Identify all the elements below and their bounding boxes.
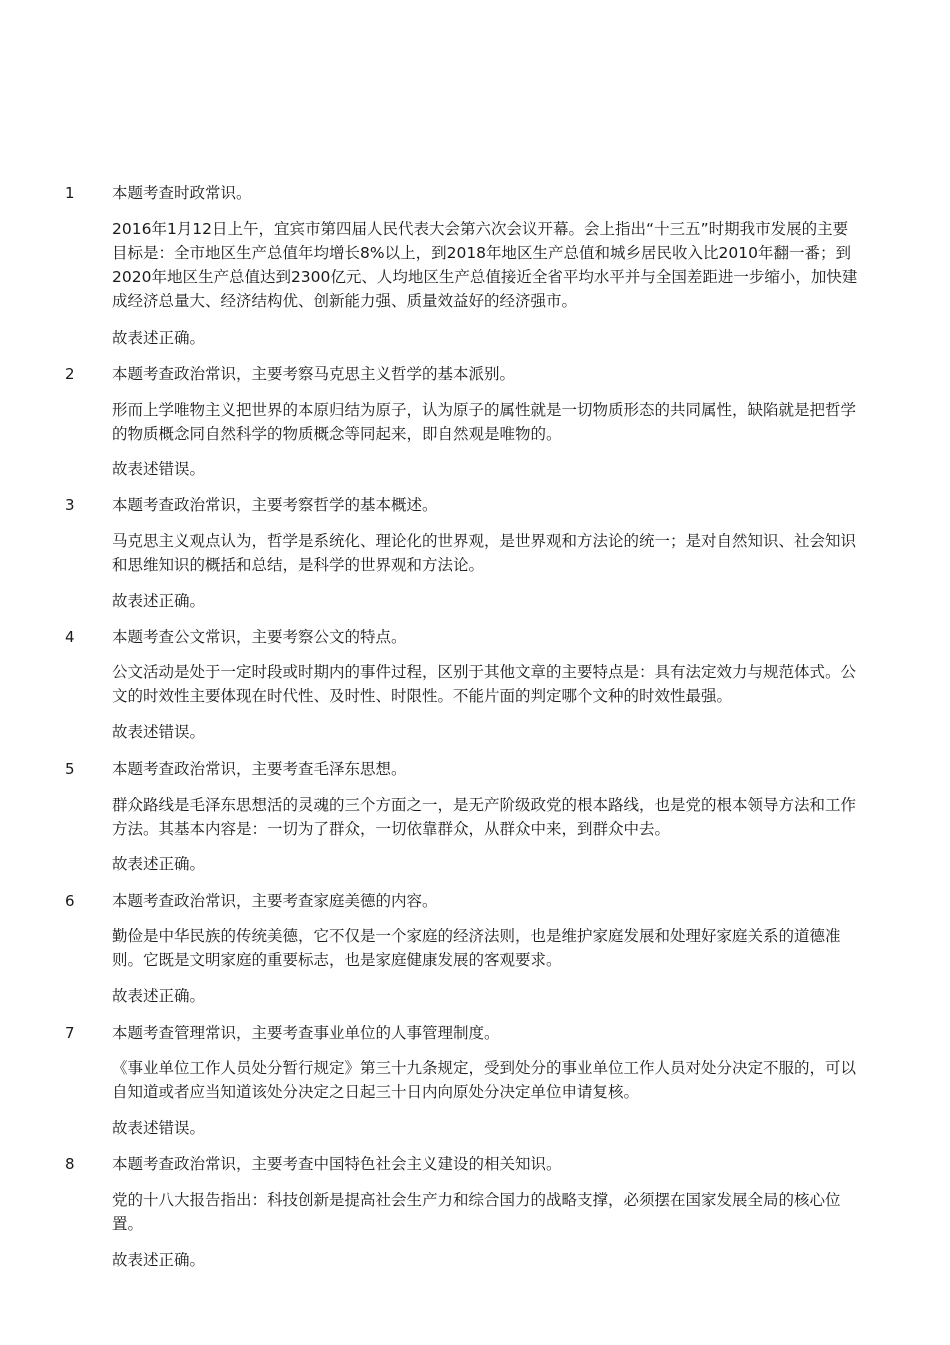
item-conclusion: 故表述错误。 bbox=[112, 460, 206, 478]
item-explanation: 马克思主义观点认为，哲学是系统化、理论化的世界观，是世界观和方法论的统一；是对自然知识、社会知识和思维知识的概括和总结，是科学的世界观和方法论。 bbox=[112, 532, 857, 574]
item-explanation: 群众路线是毛泽东思想活的灵魂的三个方面之一，是无产阶级政党的根本路线，也是党的根本领导方法和工作方法。其基本内容是：一切为了群众，一切依靠群众，从群众中来，到群众中去。 bbox=[112, 796, 857, 838]
item-number: 2 bbox=[65, 365, 75, 383]
item-explanation: 公文活动是处于一定时段或时期内的事件过程，区别于其他文章的主要特点是：具有法定效力与规范体式。公文的时效性主要体现在时代性、及时性、时限性。不能片面的判定哪个文种的时效性最强。 bbox=[112, 663, 857, 705]
item-number: 4 bbox=[65, 628, 75, 646]
item-topic: 本题考查政治常识，主要考查毛泽东思想。 bbox=[112, 760, 407, 778]
item-explanation: 勤俭是中华民族的传统美德，它不仅是一个家庭的经济法则，也是维护家庭发展和处理好家庭关系的道德准则。它既是文明家庭的重要标志，也是家庭健康发展的客观要求。 bbox=[112, 927, 841, 969]
item-explanation: 2016年1月12日上午，宜宾市第四届人民代表大会第六次会议开幕。会上指出“十三五”时期我市发展的主要目标是：全市地区生产总值年均增长8%以上，到2018年地区生产总值和城乡居民收入比2010年翻一番；到2020年地区生产总值达到2300亿元、人均地区生产总值接近全省平均水平并与全国差距进一步缩小，加快建成经济总量大、经济结构优、创新能力强、质量效益好的经济强市。 bbox=[112, 220, 858, 310]
item-topic: 本题考查政治常识，主要考查家庭美德的内容。 bbox=[112, 892, 438, 910]
item-number: 8 bbox=[65, 1155, 75, 1173]
item-conclusion: 故表述正确。 bbox=[112, 855, 206, 873]
item-explanation: 形而上学唯物主义把世界的本原归结为原子，认为原子的属性就是一切物质形态的共同属性，缺陷就是把哲学的物质概念同自然科学的物质概念等同起来，即自然观是唯物的。 bbox=[112, 401, 857, 443]
item-number: 7 bbox=[65, 1024, 75, 1042]
item-conclusion: 故表述错误。 bbox=[112, 1119, 206, 1137]
item-explanation: 党的十八大报告指出：科技创新是提高社会生产力和综合国力的战略支撑，必须摆在国家发展全局的核心位置。 bbox=[112, 1191, 841, 1233]
item-conclusion: 故表述正确。 bbox=[112, 592, 206, 610]
item-number: 1 bbox=[65, 184, 75, 202]
item-conclusion: 故表述正确。 bbox=[112, 1251, 206, 1269]
item-explanation: 《事业单位工作人员处分暂行规定》第三十九条规定，受到处分的事业单位工作人员对处分决定不服的，可以自知道或者应当知道该处分决定之日起三十日内向原处分决定单位申请复核。 bbox=[112, 1059, 857, 1101]
item-number: 5 bbox=[65, 760, 75, 778]
item-topic: 本题考查政治常识，主要考察马克思主义哲学的基本派别。 bbox=[112, 365, 516, 383]
item-number: 3 bbox=[65, 496, 75, 514]
item-conclusion: 故表述正确。 bbox=[112, 987, 206, 1005]
item-conclusion: 故表述正确。 bbox=[112, 329, 206, 347]
item-topic: 本题考查公文常识，主要考察公文的特点。 bbox=[112, 628, 407, 646]
item-topic: 本题考查政治常识，主要考察哲学的基本概述。 bbox=[112, 496, 438, 514]
item-topic: 本题考查管理常识，主要考查事业单位的人事管理制度。 bbox=[112, 1024, 500, 1042]
item-topic: 本题考查时政常识。 bbox=[112, 184, 252, 202]
item-number: 6 bbox=[65, 892, 75, 910]
item-topic: 本题考查政治常识，主要考查中国特色社会主义建设的相关知识。 bbox=[112, 1155, 562, 1173]
item-conclusion: 故表述错误。 bbox=[112, 723, 206, 741]
